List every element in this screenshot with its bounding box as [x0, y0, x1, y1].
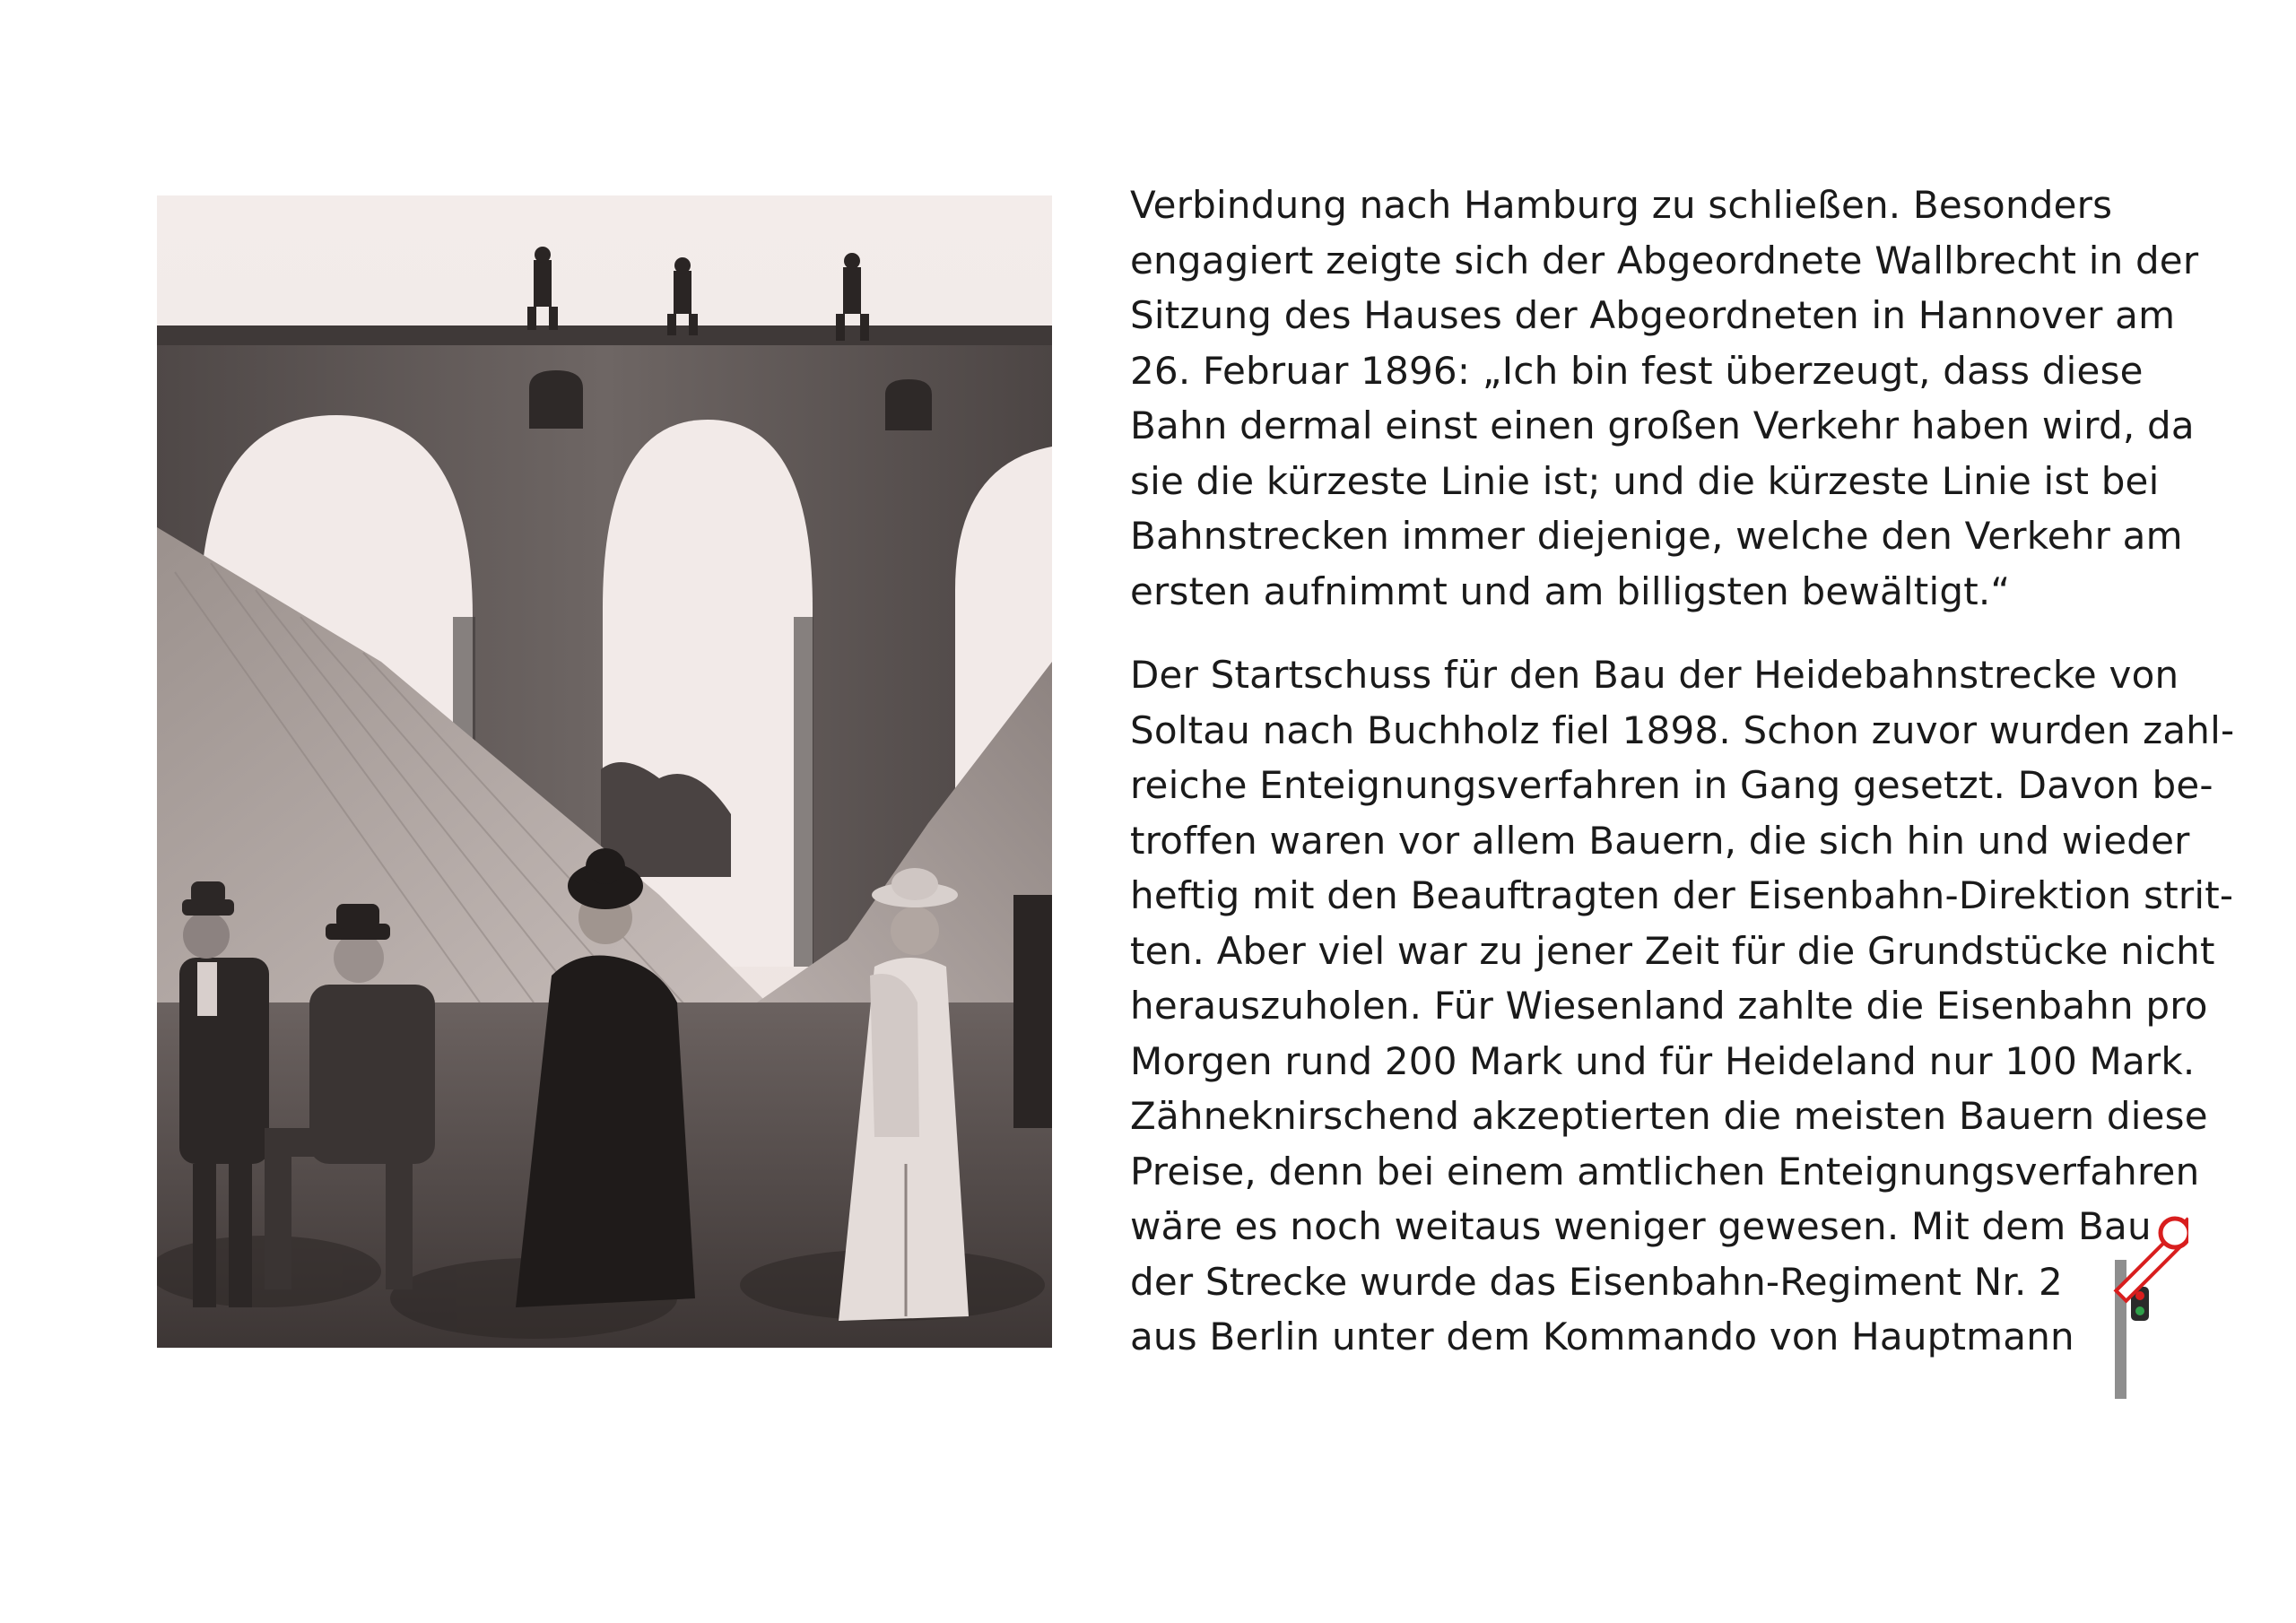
- historic-viaduct-photo: [157, 195, 1052, 1348]
- text-line: aus Berlin unter dem Kommando von Hauptmann: [1130, 1315, 2074, 1358]
- text-line: Morgen rund 200 Mark und für Heideland nur 100 Mark.: [1130, 1038, 2196, 1083]
- text-line: Bahn dermal einst einen großen Verkehr haben wird, da: [1130, 404, 2195, 447]
- text-line: engagiert zeigte sich der Abgeordnete Wallbrecht in der: [1130, 238, 2199, 282]
- text-line: Preise, denn bei einem amtlichen Enteignungsverfahren: [1130, 1149, 2200, 1193]
- paragraph-spacer: [1130, 619, 2193, 647]
- article-text: [1130, 178, 2235, 1365]
- text-line: Zähneknirschend akzeptierten die meisten Bauern diese: [1130, 1094, 2208, 1138]
- text-line: Soltau nach Buchholz fiel 1898. Schon zuvor wurden zahl-: [1130, 707, 2235, 752]
- text-line: Bahnstrecken immer diejenige, welche den Verkehr am: [1130, 514, 2183, 558]
- text-line: ersten aufnimmt und am billigsten bewältigt.“: [1130, 568, 2011, 613]
- text-line: wäre es noch weitaus weniger gewesen. Mit dem Bau: [1130, 1204, 2152, 1248]
- text-line: reiche Enteignungsverfahren in Gang gesetzt. Davon be-: [1130, 763, 2213, 807]
- text-line: herauszuholen. Für Wiesenland zahlte die Eisenbahn pro: [1130, 984, 2208, 1028]
- paragraph-1: [1130, 178, 2199, 619]
- text-line: Verbindung nach Hamburg zu schließen. Besonders: [1130, 183, 2113, 227]
- text-line: sie die kürzeste Linie ist; und die kürzeste Linie ist bei: [1130, 458, 2160, 503]
- railway-semaphore-signal-icon: [2099, 1206, 2188, 1399]
- text-line: troffen waren vor allem Bauern, die sich hin und wieder: [1130, 818, 2190, 863]
- viaduct-photo-illustration: [157, 195, 1052, 1348]
- text-line: ten. Aber viel war zu jener Zeit für die Grundstücke nicht: [1130, 928, 2215, 973]
- text-line: Sitzung des Hauses der Abgeordneten in Hannover am: [1130, 293, 2176, 337]
- text-line: 26. Februar 1896: „Ich bin fest überzeugt, dass diese: [1130, 348, 2144, 393]
- paragraph-2: [1130, 647, 2235, 1365]
- text-line: heftig mit den Beauftragten der Eisenbahn-Direktion strit-: [1130, 873, 2234, 917]
- text-line: Der Startschuss für den Bau der Heidebahnstrecke von: [1130, 653, 2179, 697]
- text-line: der Strecke wurde das Eisenbahn-Regiment Nr. 2: [1130, 1259, 2063, 1304]
